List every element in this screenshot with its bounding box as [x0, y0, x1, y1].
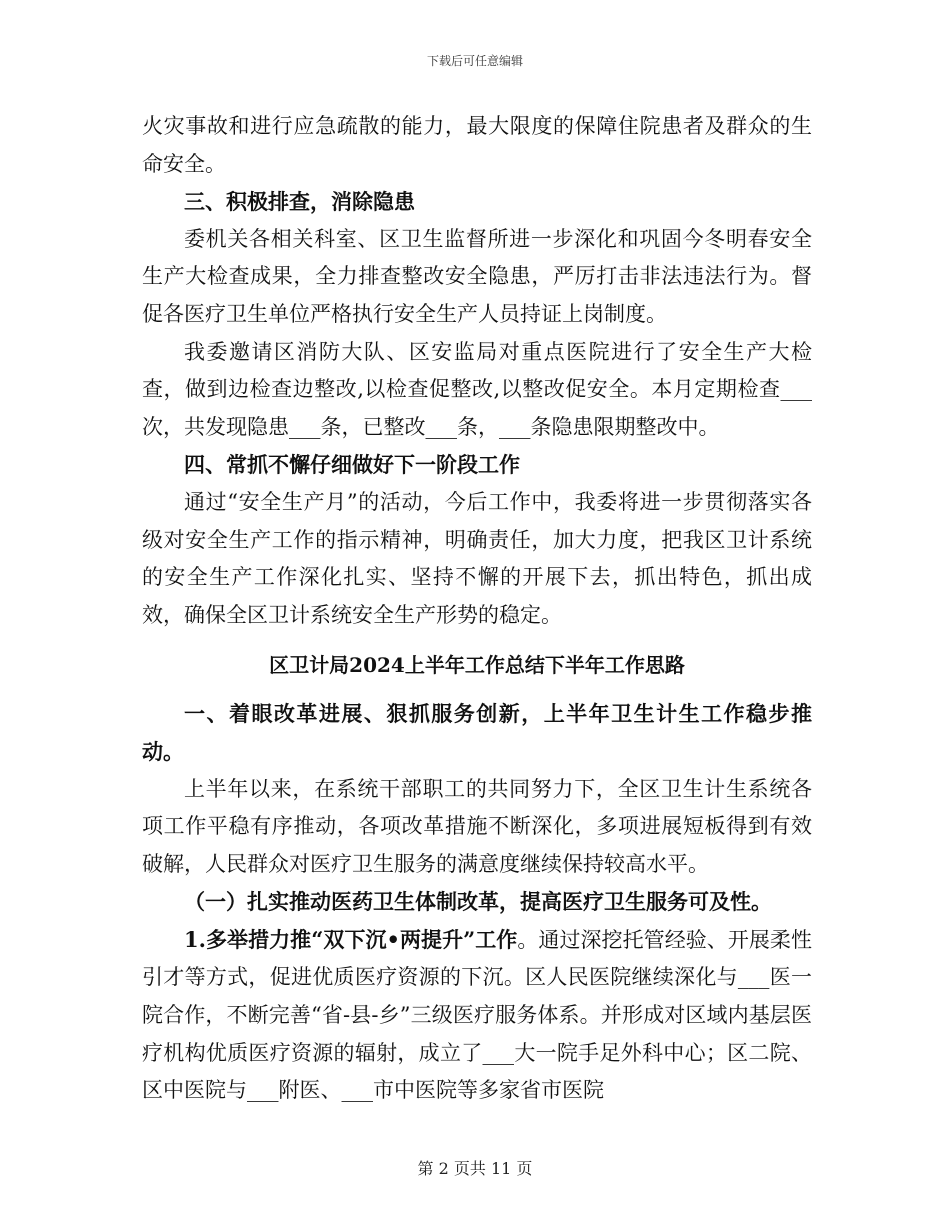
header-note: 下载后可任意编辑 [426, 54, 523, 68]
part-1-item-1 [142, 921, 812, 1110]
document-body [142, 108, 812, 1110]
item-1-bold-lead: 1.多举措力推“双下沉•两提升”工作 [184, 926, 518, 952]
section-3-paragraph-2: 我委邀请区消防大队、区安监局对重点医院进行了安全生产大检查，做到边检查边整改,以检查促整改,以整改促安全。本月定期检查___次，共发现隐患___条，已整改___条，___条隐患限期整改中。 [142, 339, 812, 439]
part-1-heading: 一、着眼改革进展、狠抓服务创新，上半年卫生计生工作稳步推动。 [142, 701, 812, 764]
page-footer: 第 2 页共 11 页 [417, 1159, 533, 1178]
section-3-heading: 三、积极排查，消除隐患 [184, 189, 415, 215]
document-title: 区卫计局2024上半年工作总结下半年工作思路 [269, 653, 685, 678]
continued-paragraph: 火灾事故和进行应急疏散的能力，最大限度的保障住院患者及群众的生命安全。 [142, 114, 812, 176]
part-1-subheading-1: （一）扎实推动医药卫生体制改革，提高医疗卫生服务可及性。 [184, 889, 772, 915]
item-1-text: 。通过深挖托管经验、开展柔性引才等方式，促进优质医疗资源的下沉。区人民医院继续深化与___医一院合作，不断完善“省-县-乡”三级医疗服务体系。并形成对区域内基层医疗机构优质医疗资源的辐射，成立了___大一院手足外科中心；区二院、区中医院与___附医、___市中医院等多家省市医院 [142, 927, 812, 1103]
section-4-paragraph-1: 通过“安全生产月”的活动，今后工作中，我委将进一步贯彻落实各级对安全生产工作的指示精神，明确责任，加大力度，把我区卫计系统的安全生产工作深化扎实、坚持不懈的开展下去，抓出特色，抓出成效，确保全区卫计系统安全生产形势的稳定。 [142, 489, 812, 627]
section-4-heading: 四、常抓不懈仔细做好下一阶段工作 [184, 452, 520, 478]
section-3-paragraph-1: 委机关各相关科室、区卫生监督所进一步深化和巩固今冬明春安全生产大检查成果，全力排查整改安全隐患，严厉打击非法违法行为。督促各医疗卫生单位严格执行安全生产人员持证上岗制度。 [142, 226, 812, 326]
part-1-paragraph-1: 上半年以来，在系统干部职工的共同努力下，全区卫生计生系统各项工作平稳有序推动，各项改革措施不断深化，多项进展短板得到有效破解，人民群众对医疗卫生服务的满意度继续保持较高水平。 [142, 776, 812, 876]
